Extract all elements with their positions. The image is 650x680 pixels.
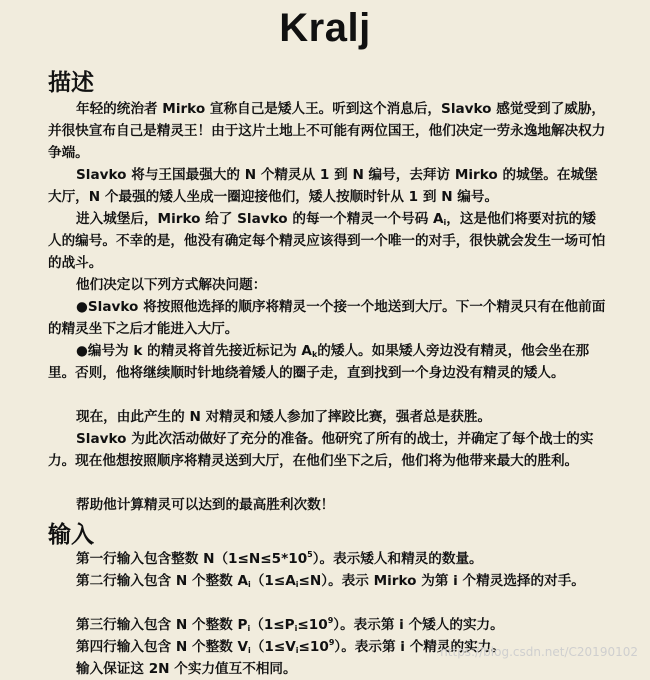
watermark: https://blog.csdn.net/C20190102	[440, 645, 638, 659]
page-title: Kralj	[279, 6, 371, 50]
input-line-4-c: ≤10	[298, 639, 329, 655]
input-line-2-b: （1≤A	[250, 573, 296, 589]
bullet-item-1	[48, 296, 608, 340]
bullet-icon: ●	[76, 299, 88, 315]
input-line-4-d: ）。表示第 i 个精灵的实力。	[334, 639, 505, 655]
description-heading: 描述	[48, 70, 94, 96]
description-paragraph-9: 帮助他计算精灵可以达到的最高胜利次数！	[76, 497, 335, 513]
description-paragraph-4: 他们决定以下列方式解决问题：	[76, 277, 267, 293]
input-line-3-b: （1≤P	[250, 617, 295, 633]
p6-part-a: 编号为 k 的精灵将首先接近标记为 A	[87, 343, 312, 359]
bullet-item-1-text: Slavko 将按照他选择的顺序将精灵一个接一个地送到大厅。下一个精灵只有在他前面的精灵坐下之后才能进入大厅。	[48, 299, 606, 337]
p3-part-b: ，这是他们将要对抗的矮人的编号。不幸的是，他没有确定每个精灵应该得到一个唯一的对手，很快就会发生一场可怕的战斗。	[48, 211, 606, 271]
p3-subscript: i	[443, 218, 447, 227]
input-line-5: 输入保证这 2N 个实力值互不相同。	[76, 661, 297, 677]
description-paragraph-3	[48, 208, 608, 274]
input-line-3-d: ）。表示第 i 个矮人的实力。	[333, 617, 504, 633]
p3-part-a: 进入城堡后，Mirko 给了 Slavko 的每一个精灵一个号码 A	[76, 211, 444, 227]
description-paragraph-1: 年轻的统治者 Mirko 宣称自己是矮人王。听到这个消息后，Slavko 感觉受到了威胁，并很快宣布自己是精灵王！由于这片土地上不可能有两位国王，他们决定一劳永逸地解决权力争端。	[48, 101, 606, 161]
input-line-2-c: ≤N）。表示 Mirko 为第 i 个精灵选择的对手。	[298, 573, 585, 589]
input-line-4-sup: 9	[328, 638, 335, 647]
input-line-2	[48, 570, 608, 592]
input-heading: 输入	[48, 522, 94, 548]
input-line-3-sup: 9	[327, 616, 334, 625]
p6-part-b: 的矮人。如果矮人旁边没有精灵，他会坐在那里。否则，他将继续顺时针地绕着矮人的圈子走，直到找到一个身边没有精灵的矮人。	[48, 343, 590, 381]
input-line-4-b: （1≤V	[250, 639, 296, 655]
input-line-1-a: 第一行输入包含整数 N（1≤N≤5*10	[76, 551, 308, 567]
p6-subscript: k	[311, 350, 318, 359]
input-line-1	[48, 548, 608, 570]
input-line-2-sub1: i	[248, 580, 251, 589]
input-line-3-a: 第三行输入包含 N 个整数 P	[76, 617, 248, 633]
input-line-3-c: ≤10	[297, 617, 328, 633]
input-line-3	[48, 614, 608, 636]
bullet-item-2	[48, 340, 608, 384]
input-line-4-sub1: i	[248, 646, 251, 655]
input-line-2-sub2: i	[295, 580, 299, 589]
description-paragraph-7: 现在，由此产生的 N 对精灵和矮人参加了摔跤比赛，强者总是获胜。	[76, 409, 492, 425]
bullet-icon: ●	[76, 343, 88, 359]
input-line-4-sub2: i	[295, 646, 299, 655]
input-line-3-sub1: i	[247, 624, 251, 633]
description-paragraph-2: Slavko 将与王国最强大的 N 个精灵从 1 到 N 编号，去拜访 Mirko 的城堡。在城堡大厅，N 个最强的矮人坐成一圈迎接他们，矮人按顺时针从 1 到 N 编号。	[48, 167, 598, 205]
input-line-4-a: 第四行输入包含 N 个整数 V	[76, 639, 249, 655]
description-paragraph-8: Slavko 为此次活动做好了充分的准备。他研究了所有的战士，并确定了每个战士的实力。现在他想按照顺序将精灵送到大厅，在他们坐下之后，他们将为他带来最大的胜利。	[48, 431, 594, 469]
input-line-1-b: ）。表示矮人和精灵的数量。	[312, 551, 483, 567]
input-line-1-sup: 5	[307, 550, 313, 559]
input-line-3-sub2: i	[294, 624, 298, 633]
input-line-2-a: 第二行输入包含 N 个整数 A	[76, 573, 249, 589]
